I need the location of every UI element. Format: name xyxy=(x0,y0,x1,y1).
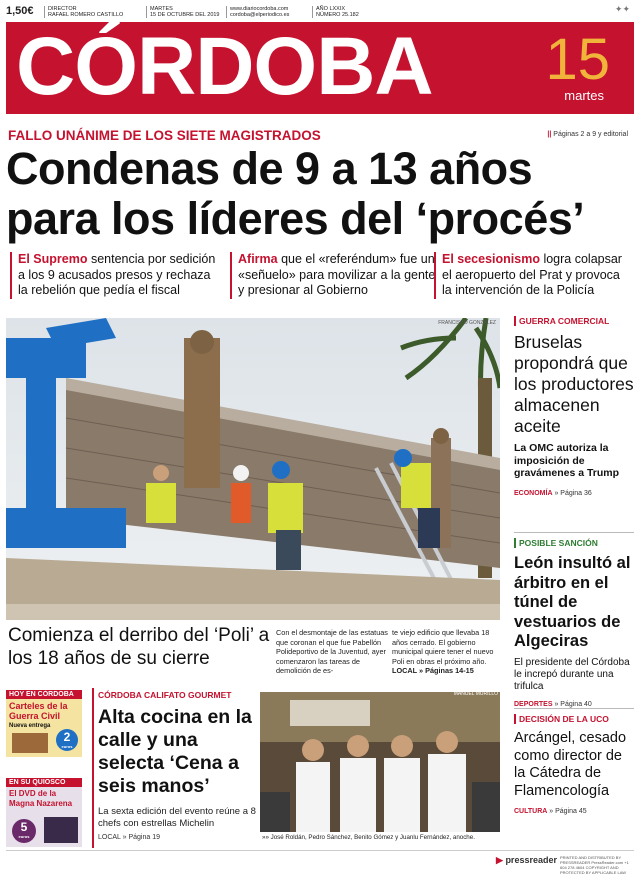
gourmet-deck: La sexta edición del evento reúne a 8 chefs con estrellas Michelin xyxy=(98,806,256,829)
issue-cell xyxy=(312,6,359,18)
promo-1-head: HOY EN CÓRDOBA xyxy=(6,690,82,699)
issue-year: AÑO LXXIX xyxy=(316,6,346,12)
director-cell xyxy=(44,6,123,18)
day-number: 15 xyxy=(545,27,610,92)
divider xyxy=(514,708,634,709)
price-badge: 2 euros xyxy=(56,729,78,751)
gourmet-headline: Alta cocina en la calle y una selecta ‘Cena a seis manos’ xyxy=(98,706,252,797)
gourmet-kicker: CÓRDOBA CALIFATO GOURMET xyxy=(98,690,232,700)
photo-story-title: Comienza el derribo del ‘Poli’ a los 18 años de su cierre xyxy=(8,625,270,669)
gourmet-caption: »» José Roldán, Pedro Sánchez, Benito Gómez y Juanlu Fernández, anoche. xyxy=(262,834,475,841)
date-cell xyxy=(146,6,220,18)
promo-2-title: El DVD de la Magna Nazarena xyxy=(9,789,73,808)
right-2-kicker: POSIBLE SANCIÓN xyxy=(514,538,634,548)
divider xyxy=(514,532,634,533)
chefs-photo xyxy=(260,692,500,832)
promo-carteles[interactable] xyxy=(6,690,82,757)
contact-cell xyxy=(226,6,289,18)
lead-kicker: FALLO UNÁNIME DE LOS SIETE MAGISTRADOS xyxy=(8,128,321,143)
pressreader-icon: ▶ xyxy=(496,855,503,865)
photo-story-col2: te viejo edificio que llevaba 18 años cerrado. El gobierno municipal quiere tener el nuevo Poli en obras el próximo año. LOCAL » Páginas 14-15 xyxy=(392,628,494,676)
lead-sub-2: Afirma que el «referéndum» fue un «señuelo» para movilizar a la gente y presionar al Gobierno xyxy=(230,252,438,299)
dvd-image xyxy=(44,817,78,843)
pressreader-note: PRINTED AND DISTRIBUTED BY PRESSREADER PressReader.com +1 604 278 4604 COPYRIGHT AND PROTECTED BY APPLICABLE LAW xyxy=(560,855,629,875)
right-2-deck: El presidente del Córdoba le increpó durante una trifulca xyxy=(514,656,630,692)
masthead xyxy=(6,22,634,114)
gourmet-ref: LOCAL » Página 19 xyxy=(98,834,161,841)
masthead-title: CÓRDOBA xyxy=(16,21,433,112)
right-story-3 xyxy=(514,714,634,815)
right-3-ref: CULTURA » Página 45 xyxy=(514,808,587,815)
right-1-deck: La OMC autoriza la imposición de gravámenes a Trump xyxy=(514,442,620,479)
day-name: martes xyxy=(564,88,604,103)
pressreader-logo: ▶ pressreader xyxy=(496,855,557,865)
promo-1-sub: Nueva entrega xyxy=(9,723,51,729)
photo-story-col1: Con el desmontaje de las estatuas que coronan el que fue Pabellón Polideportivo de la Juventud, ayer comenzaron las tareas de demolición de es- xyxy=(276,628,388,676)
issue-date: 15 DE OCTUBRE DEL 2019 xyxy=(150,12,220,18)
price-badge: 5 euros xyxy=(12,819,36,843)
divider xyxy=(92,688,94,848)
right-2-ref: DEPORTES » Página 40 xyxy=(514,700,592,708)
right-3-headline: Arcángel, cesado como director de la Cátedra de Flamencología xyxy=(514,730,627,799)
lead-sub-3: El secesionismo logra colapsar el aeropuerto del Prat y provoca la intervención de la Policía xyxy=(434,252,632,299)
director-label: DIRECTOR xyxy=(48,6,77,12)
publisher-logo-icon: ✦✦ xyxy=(614,4,630,14)
lead-pages-ref: || Páginas 2 a 9 y editorial xyxy=(547,131,628,138)
day-label: MARTES xyxy=(150,6,173,12)
posters-image xyxy=(12,733,48,753)
right-story-2 xyxy=(514,538,634,708)
right-2-headline: León insultó al árbitro en el túnel de vestuarios de Algeciras xyxy=(514,554,631,650)
gourmet-photo-credit: MANUEL MURILLO xyxy=(453,692,498,697)
right-3-kicker: DECISIÓN DE LA UCO xyxy=(514,714,634,724)
lead-sub-1: El Supremo sentencia por sedición a los 9 acusados presos y rechaza la rebelión que pedía el fiscal xyxy=(10,252,218,299)
right-1-ref: ECONOMÍA » Página 36 xyxy=(514,489,592,497)
lead-headline: Condenas de 9 a 13 años para los líderes del ‘procés’ xyxy=(6,143,585,244)
website: www.diariocordoba.com xyxy=(230,6,289,12)
promo-1-title: Carteles de la Guerra Civil xyxy=(9,701,68,721)
photo-credit: FRANCISCO GONZÁLEZ xyxy=(438,320,496,326)
email: cordoba@elperiodico.es xyxy=(230,12,290,18)
promo-2-head: EN SU QUIOSCO xyxy=(6,778,82,787)
divider xyxy=(6,850,634,851)
right-1-kicker: GUERRA COMERCIAL xyxy=(514,316,634,326)
price: 1,50€ xyxy=(6,5,34,17)
right-1-headline: Bruselas propondrá que los productores almacenen aceite xyxy=(514,332,634,436)
photo-story-ref: LOCAL » Páginas 14-15 xyxy=(392,666,474,676)
director-name: RAFAEL ROMERO CASTILLO xyxy=(48,12,124,18)
demolition-photo xyxy=(6,318,500,620)
promo-dvd[interactable] xyxy=(6,778,82,847)
right-story-1 xyxy=(514,316,634,497)
issue-number: NÚMERO 25.182 xyxy=(316,12,359,18)
